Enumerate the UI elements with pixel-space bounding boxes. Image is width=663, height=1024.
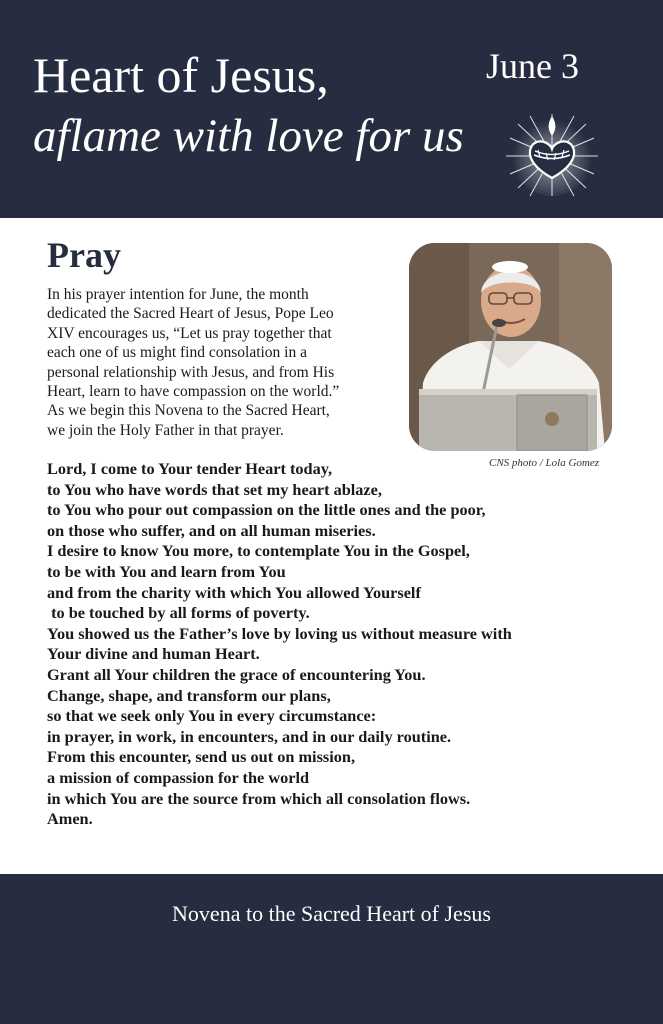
sacred-heart-icon xyxy=(500,106,604,196)
prayer-line: Lord, I come to Your tender Heart today, xyxy=(47,459,333,478)
prayer-line: on those who suffer, and on all human miseries. xyxy=(47,520,376,540)
prayer-line: a mission of compassion for the world xyxy=(47,767,310,787)
intro-paragraph xyxy=(47,285,397,440)
intro-line: dedicated the Sacred Heart of Jesus, Pope Leo xyxy=(47,305,334,323)
prayer-line: I desire to know You more, to contemplate You in the Gospel, xyxy=(47,541,470,561)
prayer-line: Grant all Your children the grace of encountering You. xyxy=(47,664,426,684)
prayer-line: From this encounter, send us out on mission, xyxy=(47,747,356,767)
prayer-line: in prayer, in work, in encounters, and in our daily routine. xyxy=(47,726,452,746)
intro-line: As we begin this Novena to the Sacred Heart, xyxy=(47,402,330,420)
intro-line: personal relationship with Jesus, and from His xyxy=(47,363,335,381)
date-label: June 3 xyxy=(486,46,579,86)
intro-line: XIV encourages us, “Let us pray together that xyxy=(47,324,332,342)
intro-line: each one of us might find consolation in a xyxy=(47,344,307,362)
prayer-line: Amen. xyxy=(47,809,93,829)
prayer-line: to be touched by all forms of poverty. xyxy=(47,603,310,623)
header-banner xyxy=(0,0,663,218)
footer-title: Novena to the Sacred Heart of Jesus xyxy=(172,901,491,926)
photo-caption: CNS photo / Lola Gomez xyxy=(488,457,599,469)
prayer-line: Your divine and human Heart. xyxy=(47,644,260,664)
pope-photo xyxy=(409,243,612,451)
pope-photo-illustration xyxy=(409,243,612,451)
intro-line: Heart, learn to have compassion on the world.” xyxy=(47,383,340,401)
prayer-line: and from the charity with which You allowed Yourself xyxy=(47,582,421,602)
page-title: Heart of Jesus, xyxy=(33,47,329,103)
prayer-line: to You who have words that set my heart ablaze, xyxy=(47,479,382,499)
intro-line: we join the Holy Father in that prayer. xyxy=(47,421,284,439)
prayer-line: so that we seek only You in every circumstance: xyxy=(47,706,377,726)
intro-line: In his prayer intention for June, the month xyxy=(47,286,309,303)
pray-heading: Pray xyxy=(47,235,121,275)
prayer-line: to be with You and learn from You xyxy=(47,561,286,581)
footer-banner xyxy=(0,874,663,1024)
prayer-text xyxy=(47,459,627,830)
page-subtitle: aflame with love for us xyxy=(33,110,464,162)
prayer-line: You showed us the Father’s love by loving us without measure with xyxy=(47,623,512,643)
prayer-line: Change, shape, and transform our plans, xyxy=(47,685,331,705)
prayer-line: in which You are the source from which all consolation flows. xyxy=(47,788,471,808)
prayer-line: to You who pour out compassion on the little ones and the poor, xyxy=(47,500,486,520)
